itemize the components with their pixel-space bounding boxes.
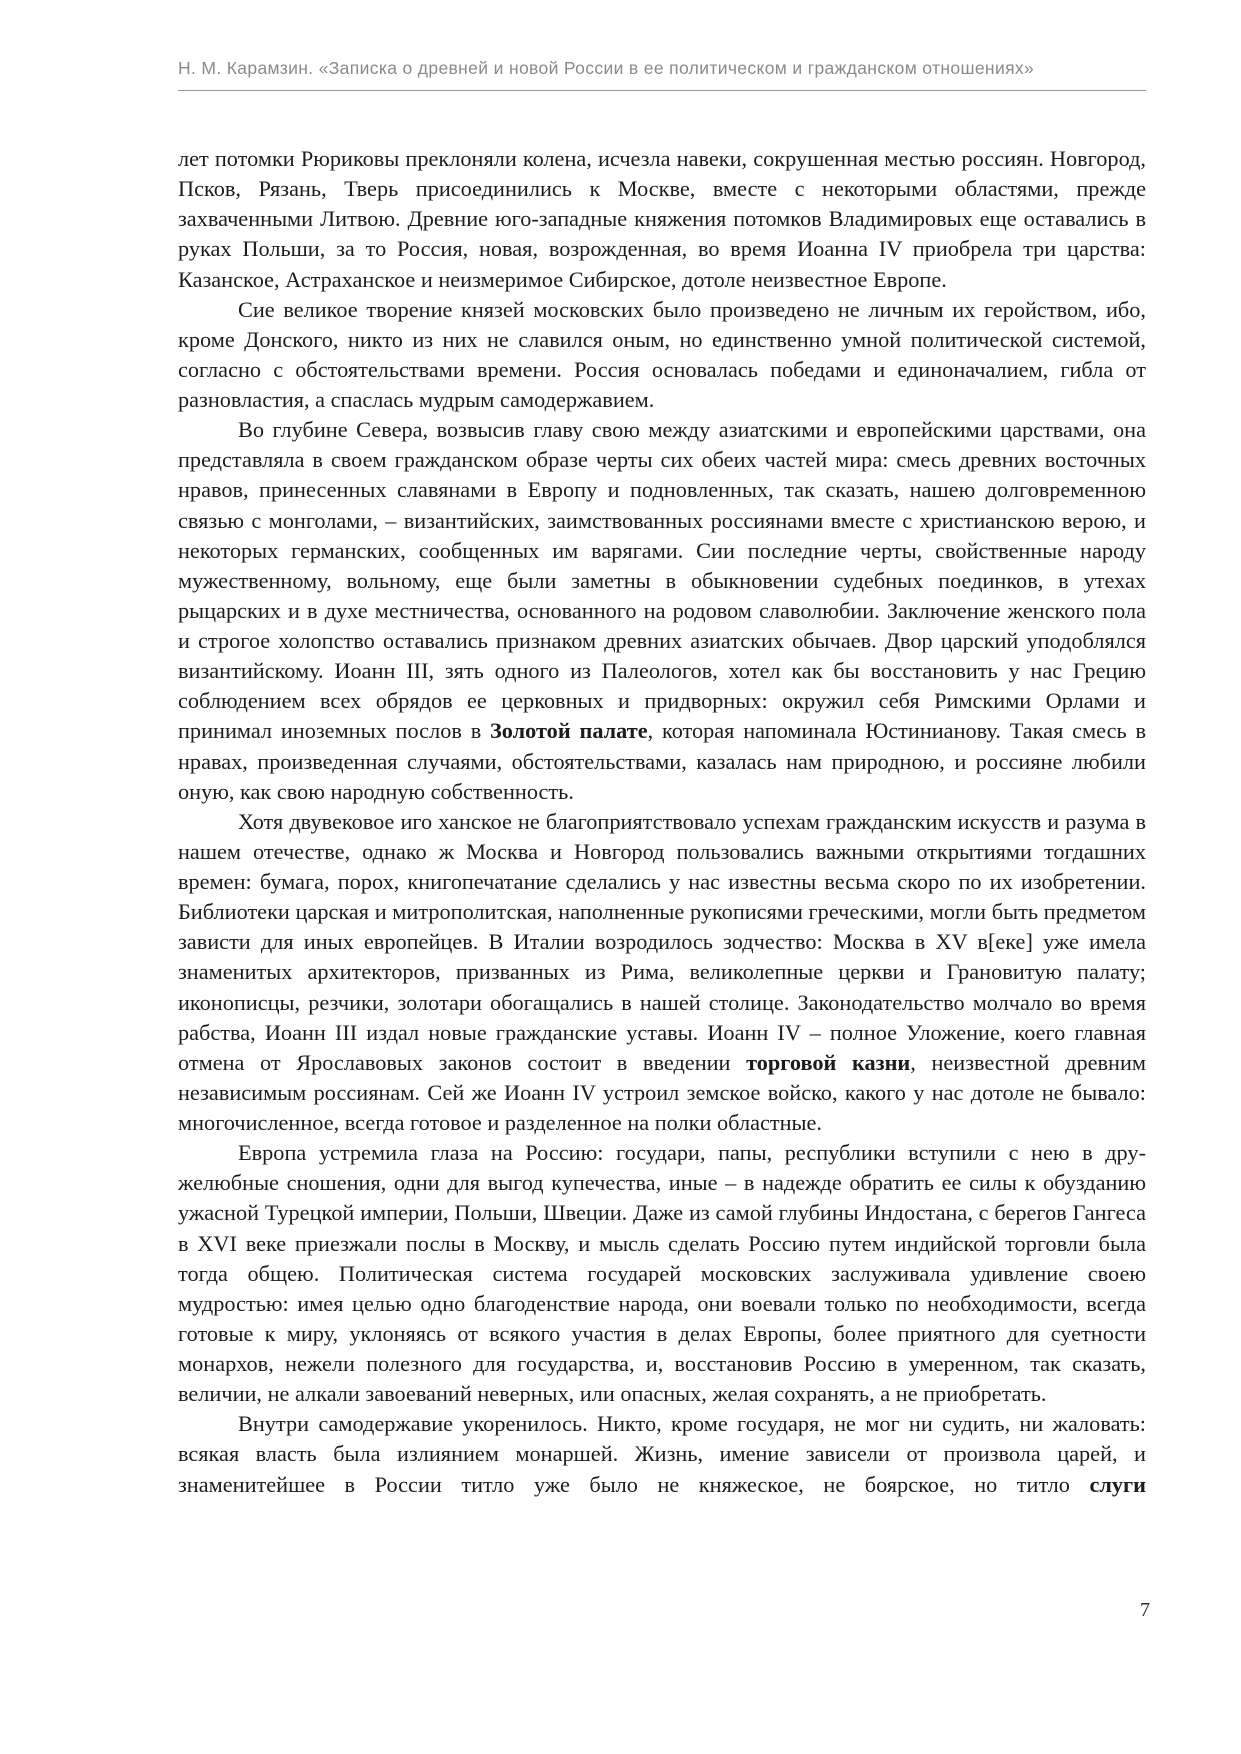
text-run: Европа устремила глаза на Россию: государи, папы, республики вступили с нею в дружелюбные сношения, одни для выгод купечества, иные – в надежде обратить ее силы к обузданию ужасной Турецкой империи, Польши, Швеции. Даже из самой глубины Индостана, с берегов Гангеса в XVI веке приезжали послы в Москву, и мысль сделать Россию путем индийской торговли была тогда общею. Политическая система государей московских заслуживала удивление своею мудростью: имея целью одно благоденствие народа, они воевали только по необходимости, всегда готовые к миру, уклоняясь от всякого участия в делах Европы, более приятного для суетности монархов, нежели полезного для государства, и, восстановив Россию в умеренном, так сказать, величии, не алкали завоеваний неверных, или опасных, желая сохранять, а не приобретать.	[178, 1140, 1146, 1407]
paragraph	[178, 295, 1146, 416]
paragraph	[178, 1409, 1146, 1499]
text-run: Хотя двувековое иго ханское не благоприятствовало успехам гражданским искусств и разума в нашем отечестве, однако ж Москва и Новгород пользовались важными открытиями тогдашних времен: бумага, порох, книгопечатание сделались у нас известны весьма скоро по их изобретении. Библиотеки царская и митрополитская, наполненные рукописями греческими, могли быть предметом зависти для иных европейцев. В Италии возродилось зодчество: Москва в XV в[еке] уже имела знаменитых архитекторов, призванных из Рима, великолепные церкви и Грановитую палату; иконописцы, резчики, золотари обогащались в нашей столице. Законодательство молчало во время рабства, Иоанн III издал новые гражданские уставы. Иоанн IV – полное Уложение, коего главная отмена от Ярославовых законов состоит в введении	[178, 808, 1146, 1075]
bold-term: Золотой палате	[490, 718, 648, 744]
paragraph	[178, 1138, 1146, 1409]
text-run: , неизвестной древним независимым россиянам. Сей же Иоанн IV устроил земское войско, какого у нас дотоле не бывало: многочисленное, всегда готовое и разделенное на полки областные.	[178, 1049, 1147, 1135]
text-run: Внутри самодержавие укоренилось. Никто, кроме государя, не мог ни судить, ни жаловать: всякая власть была излиянием монаршей. Жизнь, имение зависели от произвола царей, и знаменитейшее в России титло уже было не княжеское, не боярское, но титло	[178, 1411, 1146, 1497]
text-run: , которая напоминала Юстинианову. Такая смесь в нравах, произведенная случаями, обстоятельствами, казалась нам природною, и россияне любили оную, как свою народную собственность.	[178, 718, 1146, 804]
bold-term: слуги	[1089, 1471, 1146, 1497]
running-head: Н. М. Карамзин. «Записка о древней и новой России в ее политическом и гражданском отношениях»	[178, 58, 1035, 78]
paragraph	[178, 144, 1146, 295]
body-text	[178, 144, 1146, 1500]
paragraph	[178, 807, 1146, 1138]
text-run: лет потомки Рюриковы преклоняли колена, исчезла навеки, сокрушенная местью россиян. Новгород, Псков, Рязань, Тверь присоединились к Москве, вместе с некоторыми областями, прежде захваченными Литвою. Древние юго-западные княжения потомков Владимировых еще оставались в руках Польши, за то Россия, новая, возрожденная, во время Иоанна IV приобрела три царства: Казанское, Астраханское и неизмеримое Сибирское, дотоле неизвестное Европе.	[178, 146, 1146, 292]
paragraph	[178, 415, 1146, 807]
header-rule	[178, 90, 1146, 91]
page-number: 7	[1140, 1599, 1150, 1621]
text-run: Во глубине Севера, возвысив главу свою между азиатскими и европейскими царствами, она представляла в своем гражданском образе черты сих обеих частей мира: смесь древних восточных нравов, принесенных славянами в Европу и подновленных, так сказать, нашею долговременною связью с монголами, – византийских, заимствованных россиянами вместе с христианскою верою, и некоторых германских, сообщенных им варягами. Сии последние черты, свойственные народу мужественному, вольному, еще были заметны в обыкновении судебных поединков, в утехах рыцарских и в духе местничества, основанного на родовом славолюбии. Заключение женского пола и строгое холопство оставались признаком древних азиатских обычаев. Двор царский уподоблялся византийскому. Иоанн III, зять одного из Палеологов, хотел как бы восстановить у нас Грецию соблюдением всех обрядов ее церковных и придворных: окружил себя Римскими Орлами и принимал иноземных послов в	[178, 417, 1146, 744]
text-run: Сие великое творение князей московских было произведено не личным их геройством, ибо, кроме Донского, никто из них не славился оным, но единственно умной политической системой, согласно с обстоятельствами времени. Россия основалась победами и единоначалием, гибла от разновластия, а спаслась мудрым самодержавием.	[178, 296, 1146, 412]
bold-term: торговой казни	[746, 1049, 911, 1075]
